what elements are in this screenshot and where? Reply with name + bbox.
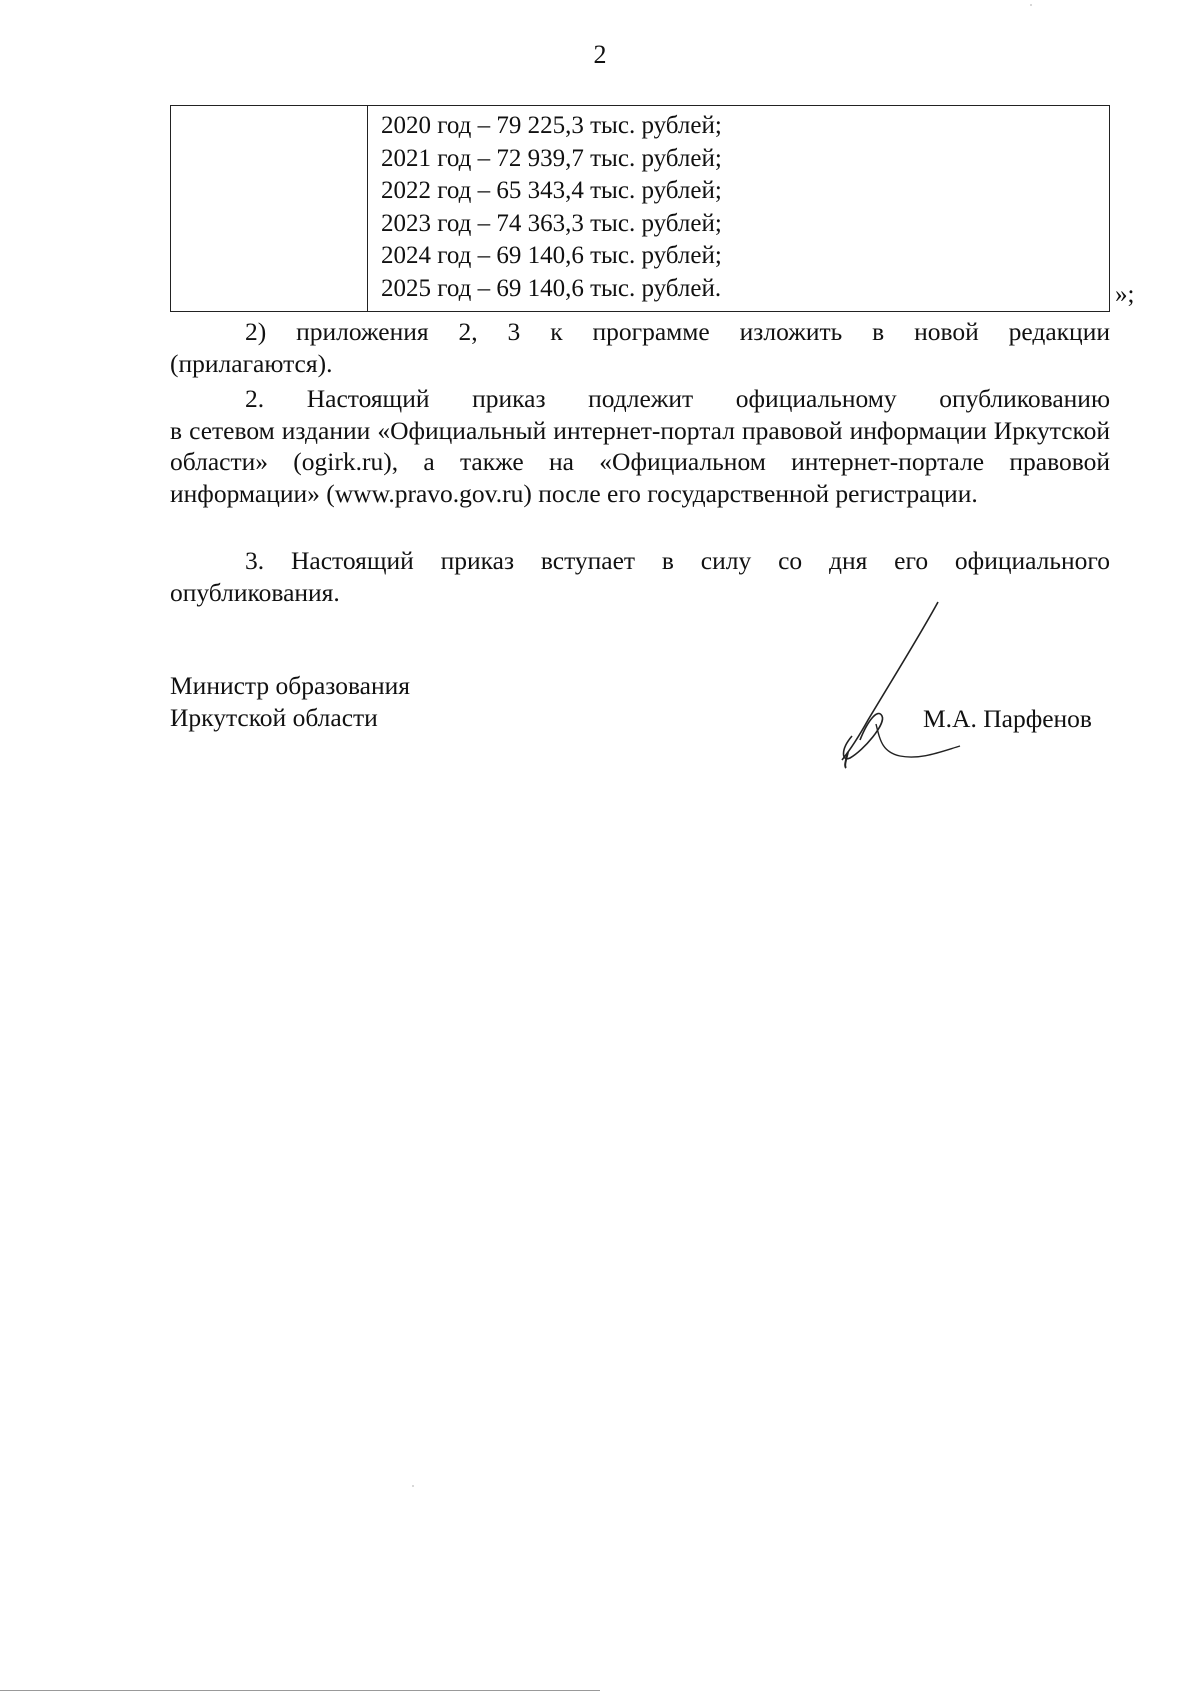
paragraph-effective-date (170, 545, 1110, 608)
signatory-position-line2: Иркутской области (170, 703, 378, 732)
paragraph-appendices-first-line: 2) приложения 2, 3 к программе изложить в новой редакции (245, 317, 1110, 346)
signatory-name: М.А. Парфенов (923, 704, 1092, 733)
funding-table (170, 105, 1110, 312)
funding-table-label-cell (171, 106, 368, 311)
scan-edge-line (0, 1690, 600, 1691)
scan-speck (1030, 4, 1032, 6)
signatory-position-line1: Министр образования (170, 671, 411, 700)
funding-line-2025: 2025 год – 69 140,6 тыс. рублей. (381, 274, 722, 302)
closing-quote: »; (1115, 281, 1135, 308)
funding-line-2024: 2024 год – 69 140,6 тыс. рублей; (381, 242, 722, 269)
paragraph-publication (170, 383, 1110, 509)
paragraph-appendices (170, 316, 1110, 379)
signatory-position (170, 670, 410, 734)
funding-table-values-cell (368, 106, 1109, 311)
paragraph-effective-date-first-line: 3. Настоящий приказ вступает в силу со дня его официального (245, 546, 1110, 575)
paragraph-effective-date-rest: опубликования. (170, 577, 340, 607)
paragraph-publication-rest: в сетевом издании «Официальный интернет-портал правовой информации Иркутской области» (ogirk.ru), а также на «Официальном интернет-портале правовой информации» (www.pravo.gov.ru) после его государственной регистрации. (170, 415, 1110, 508)
funding-line-2020: 2020 год – 79 225,3 тыс. рублей; (381, 112, 722, 139)
funding-line-2022: 2022 год – 65 343,4 тыс. рублей; (381, 177, 722, 204)
scan-speck (412, 1485, 414, 1487)
funding-line-2021: 2021 год – 72 939,7 тыс. рублей; (381, 144, 722, 172)
handwritten-signature (820, 600, 980, 770)
paragraph-publication-first-line: 2. Настоящий приказ подлежит официальному опубликованию (245, 384, 1110, 413)
page-number: 2 (593, 40, 607, 69)
paragraph-appendices-rest: (прилагаются). (170, 348, 333, 378)
funding-line-2023: 2023 год – 74 363,3 тыс. рублей; (381, 209, 722, 237)
